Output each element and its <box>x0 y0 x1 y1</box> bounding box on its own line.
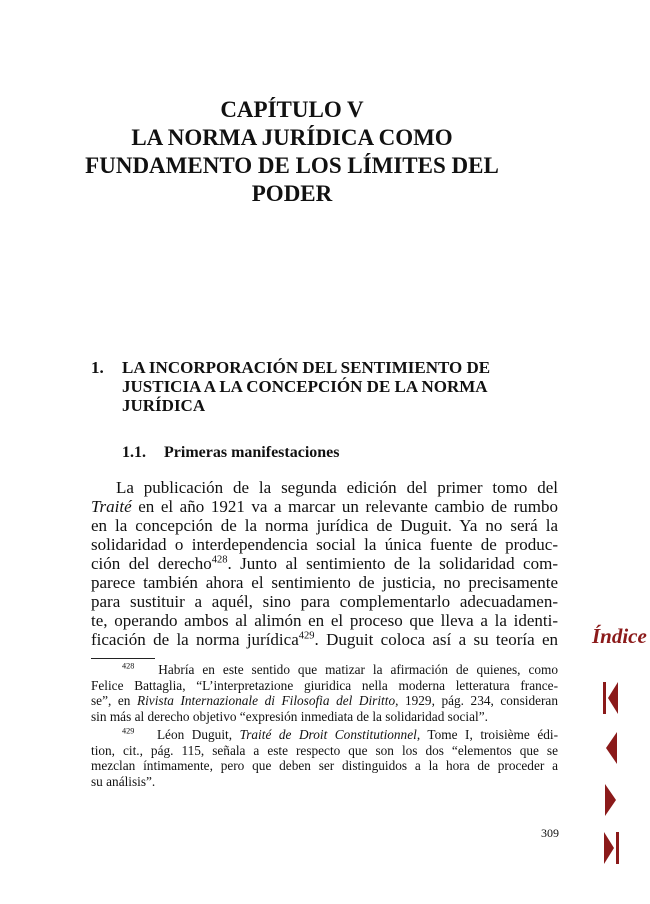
paragraph-text: para sustituir a aquél, sino para complementarlo adecuadamen- <box>91 592 558 611</box>
previous-page-icon <box>602 730 620 766</box>
section-title-line: LA INCORPORACIÓN DEL SENTIMIENTO DE <box>122 358 491 377</box>
paragraph-text: te, operando ambos al alimón en el proceso que lleva a la identi- <box>91 611 558 630</box>
footnote-text: Felice Battaglia, “L’interpretazione giuridica nella moderna letteratura france- <box>91 677 558 693</box>
subsection-number: 1.1. <box>122 444 146 461</box>
footnote-line <box>91 743 558 759</box>
paragraph-line <box>91 497 558 516</box>
section-title-line: JURÍDICA <box>122 396 206 415</box>
footnote-marker: 428 <box>122 661 135 671</box>
paragraph-text: . Junto al sentimiento de la solidaridad com- <box>227 554 558 573</box>
paragraph-text: solidaridad o interdependencia social la única fuente de produc- <box>91 535 558 554</box>
paragraph-line <box>91 611 558 630</box>
paragraph-text: ción del derecho <box>91 554 212 573</box>
next-page-button[interactable] <box>602 782 620 818</box>
paragraph-text: en la concepción de la norma jurídica de Duguit. Ya no será la <box>91 516 558 535</box>
footnote-line <box>91 774 558 790</box>
next-page-icon <box>602 782 620 818</box>
chapter-title-line: PODER <box>251 181 333 206</box>
chapter-title-line: FUNDAMENTO DE LOS LÍMITES DEL <box>85 153 499 178</box>
footnote-line <box>91 678 558 694</box>
footnote-line <box>91 727 558 743</box>
footnote-text: mezclan íntimamente, pero que deben ser distinguidos a la hora de proceder a <box>91 758 558 773</box>
footnote-line <box>91 693 558 709</box>
italic-title: Traité <box>91 497 132 516</box>
footnote-ref-428[interactable]: 428 <box>211 554 228 566</box>
paragraph-line <box>91 554 558 573</box>
footnote-text: Habría en este sentido que matizar la afirmación de quienes, como <box>158 662 558 677</box>
footnote-text: Léon Duguit, <box>156 727 240 742</box>
section-title-line: JUSTICIA A LA CONCEPCIÓN DE LA NORMA <box>122 377 488 396</box>
footnote-divider <box>91 658 155 659</box>
footnote-429 <box>91 727 558 789</box>
section-title <box>122 358 490 415</box>
chapter-heading <box>0 96 584 208</box>
subsection-heading <box>122 444 340 462</box>
footnote-text: se”, en <box>91 693 137 708</box>
chapter-title-line: LA NORMA JURÍDICA COMO <box>131 125 453 150</box>
page-number: 309 <box>541 826 559 840</box>
paragraph-text: parece también ahora el sentimiento de justicia, no precisamente <box>91 573 558 592</box>
paragraph-text: en el año 1921 va a marcar un relevante cambio de rumbo <box>131 497 558 516</box>
footnote-text: sin más al derecho objetivo “expresión inmediata de la solidaridad social”. <box>91 708 488 724</box>
chapter-number: CAPÍTULO V <box>220 97 364 122</box>
paragraph-text: . Duguit coloca así a su teoría en <box>314 630 558 649</box>
paragraph-line <box>91 516 558 535</box>
paragraph-line <box>91 630 558 649</box>
footnote-marker: 429 <box>122 726 135 736</box>
footnote-428 <box>91 662 558 724</box>
previous-page-button[interactable] <box>602 730 620 766</box>
paragraph-text: La publicación de la segunda edición del primer tomo del <box>116 478 558 497</box>
footnote-text: su análisis”. <box>91 773 156 789</box>
italic-title: Rivista Internazionale di Filosofia del Diritto <box>136 693 396 708</box>
footnote-text: , Tome I, troisième édi- <box>416 727 558 742</box>
footnote-line <box>91 662 558 678</box>
paragraph-line <box>91 535 558 554</box>
paragraph-line <box>91 573 558 592</box>
last-page-button[interactable] <box>602 830 620 866</box>
paragraph-line <box>91 478 558 497</box>
paragraph-line <box>91 592 558 611</box>
paragraph-text: ficación de la norma jurídica <box>91 630 299 649</box>
subsection-title: Primeras manifestaciones <box>164 444 340 461</box>
footnote-text: , 1929, pág. 234, consideran <box>395 693 558 708</box>
footnote-line <box>91 758 558 774</box>
first-page-icon <box>602 680 620 716</box>
footnote-ref-429[interactable]: 429 <box>298 630 315 642</box>
footnote-text: tion, cit., pág. 115, señala a este respecto que son los dos “elementos que se <box>91 742 558 758</box>
first-page-button[interactable] <box>602 680 620 716</box>
index-link[interactable]: Índice <box>592 624 647 648</box>
footnote-line <box>91 709 558 725</box>
italic-title: Traité de Droit Constitutionnel <box>239 727 417 742</box>
body-paragraph <box>91 478 558 649</box>
section-number: 1. <box>91 358 104 377</box>
last-page-icon <box>602 830 620 866</box>
